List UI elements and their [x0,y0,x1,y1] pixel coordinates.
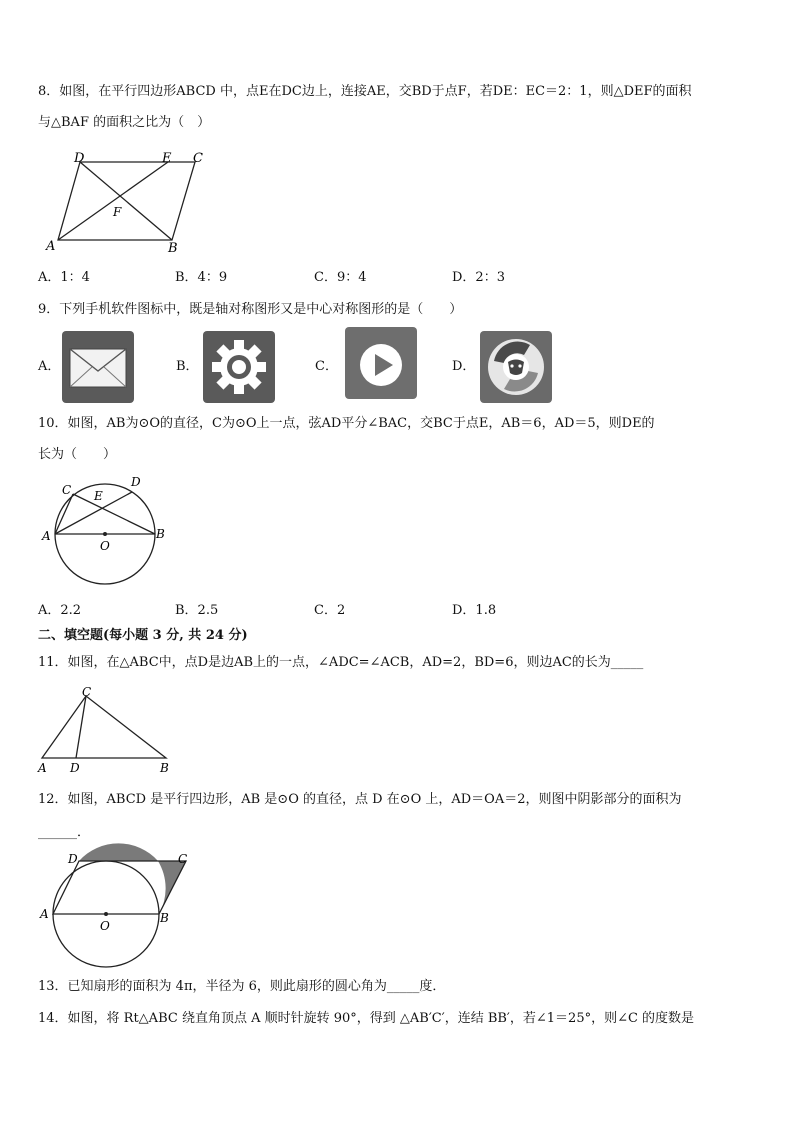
label-b: B [160,911,169,925]
q8-option-b[interactable]: B．4：9 [175,270,228,285]
center-dot [103,532,107,536]
label-a: A [46,239,56,254]
q10-option-a[interactable]: A．2.2 [38,603,82,618]
q9-option-d[interactable]: D． [452,359,476,374]
label-c: C [62,483,72,497]
q8-option-d[interactable]: D．2：3 [452,270,505,285]
q10-circle-figure [38,470,178,590]
shaded-segment-top [79,843,158,861]
q10-option-b[interactable]: B．2.5 [175,603,219,618]
q8-text-line2: 与△BAF 的面积之比为（ ） [38,115,211,130]
center-dot [104,912,108,916]
label-o: O [100,919,110,933]
label-b: B [156,527,165,541]
q12-shaded-figure [36,846,201,972]
segment-ae [58,162,168,240]
q10-option-c[interactable]: C．2 [314,603,346,618]
q12-text-line1: 12．如图，ABCD 是平行四边形，AB 是⊙O 的直径，点 D 在⊙O 上，AD＝OA＝2，则图中阴影部分的面积为 [38,792,682,807]
play-icon[interactable] [345,327,417,399]
q8-option-a[interactable]: A．1：4 [38,270,90,285]
label-d: D [74,151,85,166]
q13-text-line1: 13．已知扇形的面积为 4π，半径为 6，则此扇形的圆心角为_____度． [38,979,446,994]
label-b: B [160,761,169,775]
q9-option-a[interactable]: A． [38,359,61,374]
q11-triangle-figure [34,684,179,776]
q10-text-line1: 10．如图，AB为⊙O的直径，C为⊙O上一点，弦AD平分∠BAC，交BC于点E，AB＝6，AD＝5，则DE的 [38,416,655,431]
label-a: A [38,761,47,775]
segment-cd [76,696,86,758]
q10-option-d[interactable]: D．1.8 [452,603,497,618]
q14-text-line1: 14．如图，将 Rt△ABC 绕直角顶点 A 顺时针旋转 90°，得到 △AB′C′，连结 BB′，若∠1＝25°，则∠C 的度数是 [38,1011,695,1026]
q9-option-b[interactable]: B． [176,359,199,374]
label-a: A [42,529,51,543]
q10-options [38,601,738,621]
label-f: F [113,205,122,219]
label-d: D [68,852,78,866]
q8-option-c[interactable]: C．9：4 [314,270,367,285]
label-d: D [131,475,141,489]
label-a: A [40,907,49,921]
section-heading-fill-in: 二、填空题(每小题 3 分, 共 24 分) [38,628,248,643]
q10-text-line2: 长为（ ） [38,447,117,462]
q8-options [38,268,738,288]
q8-text-line1: 8．如图，在平行四边形ABCD 中，点E在DC边上，连接AE，交BD于点F，若DE：EC＝2：1，则△DEF的面积 [38,84,692,99]
diagonal-bd [80,162,172,240]
label-e: E [162,151,172,166]
label-d: D [70,761,80,775]
q9-option-c[interactable]: C． [315,359,338,374]
label-c: C [82,685,92,699]
q8-parallelogram-figure [40,150,220,255]
chord-ac [55,494,73,534]
label-e: E [94,489,103,503]
gear-icon[interactable] [203,331,275,403]
cow-logo-icon[interactable] [480,331,552,403]
triangle-abc [42,696,166,758]
q11-text-line1: 11．如图，在△ABC中，点D是边AB上的一点，∠ADC=∠ACB，AD=2，BD=6，则边AC的长为_____ [38,655,644,670]
chord-bc [73,494,155,534]
envelope-icon[interactable] [62,331,134,403]
label-o: O [100,539,110,553]
q12-text-line2: ______． [38,825,91,840]
label-c: C [178,852,188,866]
label-c: C [193,151,203,166]
q9-text-line1: 9．下列手机软件图标中，既是轴对称图形又是中心对称图形的是（ ） [38,302,463,317]
label-b: B [168,241,178,256]
